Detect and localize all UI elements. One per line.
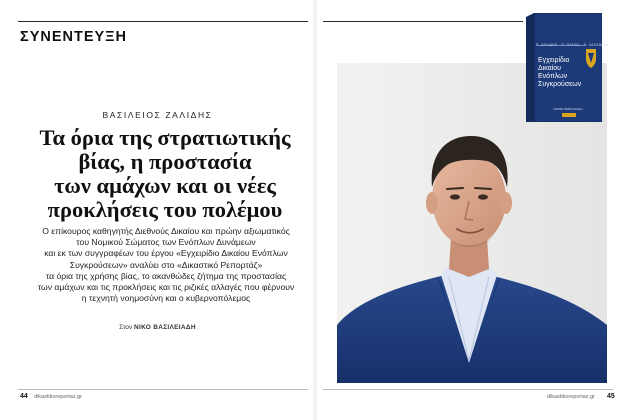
book-title bbox=[538, 57, 598, 89]
lede-line: του Νομικού Σώματος των Ενόπλων Δυνάμεων bbox=[76, 237, 256, 248]
book-title-line: Ενόπλων bbox=[538, 73, 568, 80]
book-title-line: Συγκρούσεων bbox=[538, 81, 582, 88]
lede-line: και εκ των συγγραφέων του έργου «Εγχειρίδιο Δικαίου Ενόπλων bbox=[44, 248, 288, 259]
title-line: των αμάχων και οι νέες bbox=[54, 173, 276, 198]
title-line: προκλήσεις του πολέμου bbox=[47, 197, 283, 222]
book-cover bbox=[526, 13, 610, 122]
top-rule bbox=[323, 21, 523, 22]
book-title-line: Δικαίου bbox=[538, 65, 561, 72]
article-title bbox=[20, 126, 310, 222]
lede-line: των αμάχων και τις προκλήσεις και τις ριζικές αλλαγές που φέρνουν bbox=[37, 282, 295, 293]
lede-line: τα όρια της χρήσης βίας, το ακανθώδες ζήτημα της προστασίας bbox=[45, 270, 287, 281]
book-authors: Β. ΖΑΛΙΔΗΣ · Π. ΠΑΠΑΣ · Ν. ΛΑΣΚΑΡΗΣ bbox=[536, 43, 610, 47]
credit-prefix: Στον bbox=[119, 324, 133, 331]
site-url: dikastikoreportaz.gr bbox=[547, 394, 595, 400]
footer-rule bbox=[323, 389, 613, 390]
lede-line: Ο επίκουρος καθηγητής Διεθνούς Δικαίου και πρώην αξιωματικός bbox=[42, 226, 290, 236]
article-lede bbox=[22, 226, 310, 304]
title-line: βίας, η προστασία bbox=[78, 149, 252, 174]
page-number: 44 bbox=[20, 393, 28, 400]
footer-rule bbox=[18, 389, 308, 390]
author-credit bbox=[0, 324, 315, 331]
title-line: Τα όρια της στρατιωτικής bbox=[39, 125, 291, 150]
site-url: dikastikoreportaz.gr bbox=[34, 394, 82, 400]
interviewee-name: ΒΑΣΙΛΕΙΟΣ ΖΑΛΙΔΗΣ bbox=[102, 110, 213, 120]
section-label: ΣΥΝΕΝΤΕΥΞΗ bbox=[20, 29, 127, 45]
book-publisher: ΝΟΜΙΚΗ ΒΙΒΛΙΟΘΗΚΗ bbox=[553, 107, 583, 111]
lede-line: Συγκρούσεων» αναλύει στο «Δικαστικό Ρεπορτάζ» bbox=[69, 259, 263, 270]
right-page bbox=[315, 0, 630, 420]
book-title-line: Εγχειρίδιο bbox=[538, 57, 570, 64]
top-rule bbox=[18, 21, 308, 22]
credit-name: ΝΙΚΟ ΒΑΣΙΛΕΙΑΔΗ bbox=[133, 324, 196, 331]
lede-line: η τεχνητή νοημοσύνη και ο κυβερνοπόλεμος bbox=[81, 293, 251, 304]
page-number: 45 bbox=[607, 393, 615, 400]
